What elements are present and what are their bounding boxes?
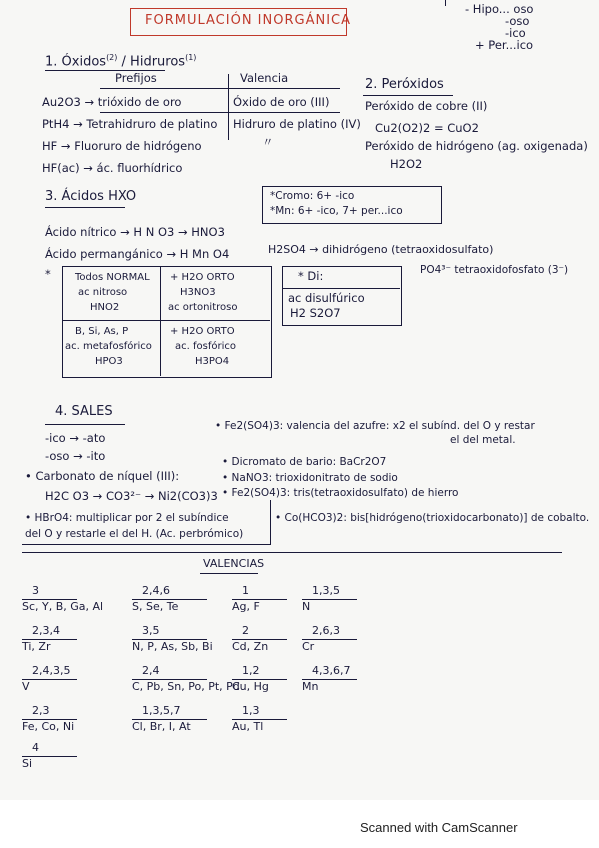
oxidos-heading: 1. Óxidos$^{(2)}$ / Hidruros$^{(1)}$ (45, 53, 197, 70)
sales-right-line: el del metal. (450, 434, 516, 446)
valencias-underline (200, 573, 258, 574)
valencia-number: 3 (32, 584, 39, 597)
oxidos-row-right: Óxido de oro (III) (233, 95, 330, 109)
peroxidos-heading: 2. Peróxidos (365, 77, 444, 92)
valencia-elements: N, P, As, Sb, Bi (132, 640, 213, 653)
valencia-number: 1 (242, 584, 249, 597)
table-cell-line: H3NO3 (180, 287, 216, 298)
valencia-elements: S, Se, Te (132, 600, 179, 613)
peroxidos-line: Cu2(O2)2 = CuO2 (375, 121, 479, 135)
valencia-elements: Ag, F (232, 600, 260, 613)
acidos-table-hline (62, 320, 270, 321)
valencia-elements: V (22, 680, 30, 693)
valencia-fraction-line (302, 599, 357, 600)
valencia-fraction-line (22, 679, 77, 680)
oxidos-header-line (100, 88, 340, 89)
valencia-number: 2,6,3 (312, 624, 340, 637)
acidos-heading: 3. Ácidos HXO (45, 189, 137, 204)
sales-hbro4: • HBrO4: multiplicar por 2 el subíndice (25, 512, 229, 524)
sales-right-line: • NaNO3: trioxidonitrato de sodio (222, 472, 398, 484)
valencia-elements: Au, Tl (232, 720, 264, 733)
sales-right-line: • Co(HCO3)2: bis[hidrógeno(trioxidocarbonato)] de cobalto. (275, 512, 590, 524)
oxidos-row-right: Hidruro de platino (IV) (233, 117, 361, 131)
valencia-elements: Fe, Co, Ni (22, 720, 75, 733)
table-cell-line: ac. fosfórico (175, 341, 236, 352)
peroxidos-line: H2O2 (390, 157, 423, 171)
oxidos-row-line (100, 112, 340, 113)
peroxidos-line: Peróxido de cobre (II) (365, 99, 488, 113)
valencia-number: 2,4 (142, 664, 160, 677)
sales-hbro4: del O y restarle el del H. (Ac. perbrómico) (25, 528, 244, 540)
table-cell-line: HNO2 (90, 302, 120, 313)
sales-right-line: • Fe2(SO4)3: tris(tetraoxidosulfato) de hierro (222, 487, 459, 499)
valencia-number: 2,4,6 (142, 584, 170, 597)
valencia-number: 2,3 (32, 704, 50, 717)
page-title: FORMULACIÓN INORGÁNICA (145, 13, 351, 28)
sales-underline (45, 424, 125, 425)
oxidos-row-left: HF(ac) → ác. fluorhídrico (42, 161, 183, 175)
valencia-elements: Cr (302, 640, 315, 653)
valencia-number: 2,4,3,5 (32, 664, 71, 677)
valencia-elements: Cu, Hg (232, 680, 269, 693)
table-cell-line: + H2O ORTO (170, 272, 235, 283)
table-cell-line: Todos NORMAL (75, 272, 150, 283)
corner-note-3: -ico (505, 26, 526, 40)
valencia-number: 1,3,5 (312, 584, 340, 597)
corner-note-1: - Hipo... oso (465, 2, 534, 16)
corner-note-box (445, 0, 447, 6)
sales-right-line: • Dicromato de bario: BaCr2O7 (222, 456, 387, 468)
table-cell-line: + H2O ORTO (170, 326, 235, 337)
valencia-elements: Cd, Zn (232, 640, 269, 653)
sales-carbonato-formula: H2C O3 → CO3²⁻ → Ni2(CO3)3 (45, 489, 218, 503)
col-prefijos: Prefijos (115, 71, 157, 85)
di-divider (282, 288, 400, 289)
oxidos-row-left: PtH4 → Tetrahidruro de platino (42, 117, 218, 131)
valencia-number: 1,3 (242, 704, 260, 717)
asterisk: * (45, 267, 51, 281)
corner-note-2: -oso (505, 14, 530, 28)
table-cell-line: ac ortonitroso (168, 302, 238, 313)
acidos-fosfato: PO4³⁻ tetraoxidofosfato (3⁻) (420, 264, 569, 276)
valencia-number: 3,5 (142, 624, 160, 637)
acidos-table-vline (160, 266, 161, 376)
oxidos-row-left: HF → Fluoruro de hidrógeno (42, 139, 202, 153)
valencia-elements: Sc, Y, B, Ga, Al (22, 600, 104, 613)
valencia-elements: Si (22, 757, 33, 770)
oxidos-row-left: Au2O3 → trióxido de oro (42, 95, 182, 109)
sales-rule: -oso → -ito (45, 449, 106, 463)
table-cell-line: H3PO4 (195, 356, 230, 367)
sales-heading: 4. SALES (55, 404, 113, 419)
valencia-elements: N (302, 600, 311, 613)
sales-rule: -ico → -ato (45, 431, 106, 445)
acidos-line: Ácido permangánico → H Mn O4 (45, 247, 230, 261)
valencia-elements: C, Pb, Sn, Po, Pt, Pd (132, 680, 240, 693)
oxidos-row-right: 〃 (262, 135, 274, 149)
valencia-number: 1,3,5,7 (142, 704, 181, 717)
oxidos-col-divider (228, 74, 229, 140)
table-cell-line: ac nitroso (78, 287, 128, 298)
table-cell-line: ac. metafosfórico (65, 341, 152, 352)
acidos-underline (45, 207, 125, 208)
col-valencia: Valencia (240, 71, 289, 85)
cobalto-box (270, 500, 272, 540)
valencia-number: 4 (32, 741, 39, 754)
acidos-sulfato: H2SO4 → dihidrógeno (tetraoxidosulfato) (268, 243, 494, 256)
corner-note-4: + Per...ico (475, 38, 534, 52)
table-cell-line: HPO3 (95, 356, 123, 367)
di-line: H2 S2O7 (290, 306, 341, 320)
valencia-number: 2,3,4 (32, 624, 60, 637)
valencia-number: 1,2 (242, 664, 260, 677)
valencia-elements: Cl, Br, I, At (132, 720, 191, 733)
section-divider (22, 552, 562, 553)
acidos-note: *Mn: 6+ -ico, 7+ per...ico (270, 205, 403, 217)
sales-right-line: • Fe2(SO4)3: valencia del azufre: x2 el subínd. del O y restar (215, 420, 535, 432)
peroxidos-line: Peróxido de hidrógeno (ag. oxigenada) (365, 139, 588, 153)
valencia-number: 4,3,6,7 (312, 664, 351, 677)
di-line: ac disulfúrico (288, 291, 365, 305)
valencia-number: 2 (242, 624, 249, 637)
acidos-note: *Cromo: 6+ -ico (270, 190, 355, 202)
valencias-heading: VALENCIAS (203, 557, 265, 570)
di-title: * Di: (298, 269, 324, 283)
sales-carbonato: • Carbonato de níquel (III): (25, 469, 180, 483)
valencia-elements: Ti, Zr (22, 640, 51, 653)
acidos-line: Ácido nítrico → H N O3 → HNO3 (45, 225, 225, 239)
valencia-elements: Mn (302, 680, 319, 693)
peroxidos-underline (363, 95, 453, 96)
scanner-watermark: Scanned with CamScanner (360, 820, 518, 835)
table-cell-line: B, Si, As, P (75, 326, 129, 337)
